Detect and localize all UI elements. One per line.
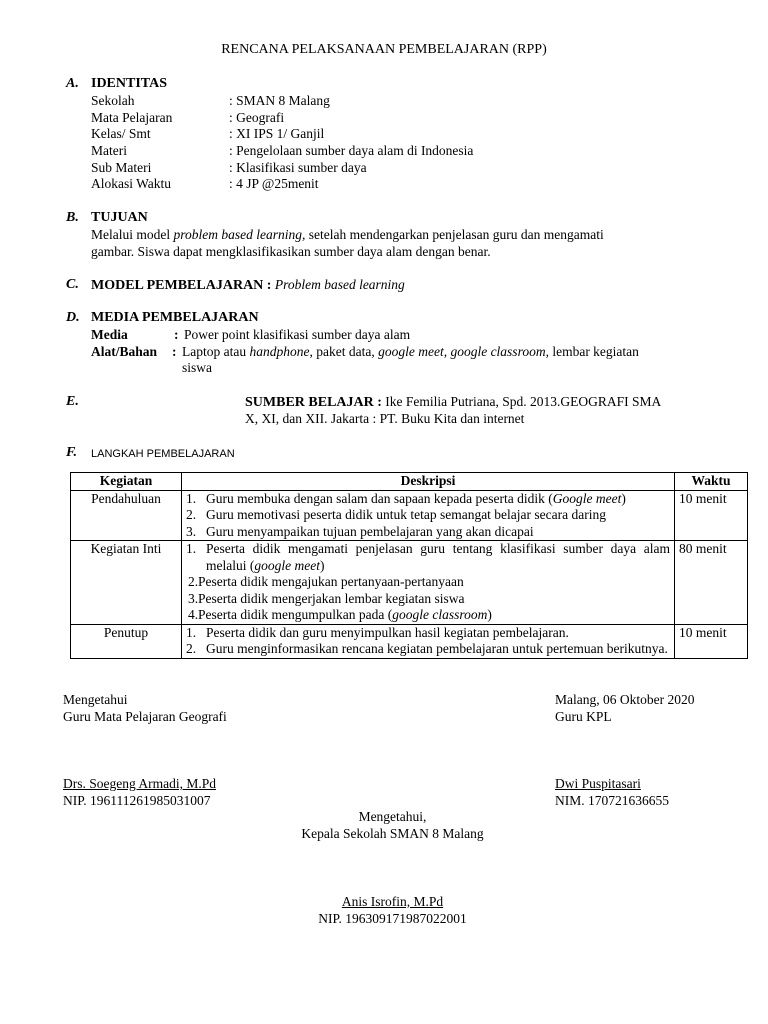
alat-label-text: Alat/Bahan bbox=[91, 344, 158, 359]
alat-text-1: Laptop atau bbox=[182, 344, 250, 359]
identity-label-sekolah: Sekolah bbox=[91, 93, 135, 108]
section-f-heading: LANGKAH PEMBELAJARAN bbox=[91, 448, 235, 460]
deskripsi-cell bbox=[182, 490, 675, 541]
step-text-part: Peserta didik mengamati penjelasan guru tentang klasifikasi sumber daya alam melalui ( bbox=[206, 541, 670, 573]
step-number: 4. bbox=[188, 607, 199, 622]
list-item bbox=[186, 591, 670, 608]
table-header-row bbox=[71, 473, 748, 491]
alat-value-line-2: siswa bbox=[182, 360, 212, 375]
step-text-part: ) bbox=[487, 607, 492, 622]
deskripsi-cell bbox=[182, 624, 675, 658]
identity-value-alokasi: : 4 JP @25menit bbox=[229, 176, 319, 191]
left-sign-id: NIP. 196111261985031007 bbox=[63, 793, 211, 808]
media-label-text: Media bbox=[91, 327, 128, 342]
step-text: Peserta didik mengerjakan lembar kegiatan siswa bbox=[198, 590, 465, 606]
section-c-heading: MODEL PEMBELAJARAN : bbox=[91, 278, 272, 293]
left-sign-title-1: Mengetahui bbox=[63, 692, 128, 707]
alat-text-3: , lembar kegiatan bbox=[545, 344, 639, 359]
header-deskripsi: Deskripsi bbox=[182, 473, 675, 491]
step-number: 1. bbox=[186, 490, 197, 506]
kegiatan-cell: Penutup bbox=[71, 624, 182, 658]
section-a-letter: A. bbox=[66, 76, 79, 91]
waktu-cell: 10 menit bbox=[675, 624, 748, 658]
step-number: 3. bbox=[186, 523, 197, 539]
step-italic: google meet bbox=[254, 557, 320, 573]
step-text-part: ) bbox=[319, 557, 325, 573]
step-text: Peserta didik dan guru menyimpulkan hasil kegiatan pembelajaran. bbox=[206, 624, 569, 640]
section-b-letter: B. bbox=[66, 210, 79, 225]
identity-value-mapel: : Geografi bbox=[229, 110, 285, 125]
right-sign-id: NIM. 170721636655 bbox=[555, 793, 669, 808]
list-item bbox=[186, 507, 670, 524]
list-item bbox=[186, 607, 670, 624]
document-title: RENCANA PELAKSANAAN PEMBELAJARAN (RPP) bbox=[221, 42, 547, 57]
list-item bbox=[186, 491, 670, 508]
section-f-letter: F. bbox=[66, 445, 78, 460]
step-italic: google classroom bbox=[392, 607, 488, 622]
section-a-heading: IDENTITAS bbox=[91, 76, 167, 91]
tujuan-text-2: setelah mendengarkan penjelasan guru dan mengamati bbox=[305, 227, 604, 242]
step-text-part: Guru membuka dengan salam dan sapaan kepada peserta didik ( bbox=[206, 490, 553, 506]
step-number: 2. bbox=[188, 574, 199, 589]
section-d-letter: D. bbox=[66, 310, 80, 325]
center-sign-id: NIP. 196309171987022001 bbox=[318, 911, 467, 926]
list-item bbox=[186, 625, 670, 642]
alat-value-line-1 bbox=[182, 344, 639, 361]
identity-value-sekolah: : SMAN 8 Malang bbox=[229, 93, 330, 108]
sumber-line-1 bbox=[245, 394, 661, 412]
alat-label bbox=[91, 344, 157, 361]
step-text-part: Peserta didik mengumpulkan pada ( bbox=[198, 607, 393, 622]
step-number: 2. bbox=[186, 641, 197, 656]
step-text bbox=[206, 541, 670, 574]
section-e-letter: E. bbox=[66, 394, 79, 409]
step-number: 1. bbox=[186, 541, 197, 556]
media-sep-text: : bbox=[174, 327, 179, 342]
left-sign-name: Drs. Soegeng Armadi, M.Pd bbox=[63, 776, 216, 791]
kegiatan-cell: Pendahuluan bbox=[71, 490, 182, 541]
header-kegiatan: Kegiatan bbox=[71, 473, 182, 491]
center-sign-title-2: Kepala Sekolah SMAN 8 Malang bbox=[301, 826, 484, 841]
tujuan-model-italic: problem based learning, bbox=[173, 227, 306, 242]
sumber-line-2: X, XI, dan XII. Jakarta : PT. Buku Kita dan internet bbox=[245, 411, 525, 426]
table-row bbox=[71, 624, 748, 658]
model-pembelajaran-value: Problem based learning bbox=[274, 277, 405, 292]
identity-label-submateri: Sub Materi bbox=[91, 160, 152, 175]
table-row bbox=[71, 541, 748, 625]
list-item bbox=[186, 524, 670, 541]
identity-label-mapel: Mata Pelajaran bbox=[91, 110, 173, 125]
section-c-line bbox=[91, 277, 405, 295]
alat-italic-2: google meet, google classroom bbox=[378, 344, 546, 359]
list-item bbox=[186, 641, 670, 658]
alat-sep-text: : bbox=[172, 344, 177, 359]
right-sign-date: Malang, 06 Oktober 2020 bbox=[555, 692, 695, 707]
waktu-cell: 80 menit bbox=[675, 541, 748, 625]
section-c-letter: C. bbox=[66, 277, 79, 292]
right-sign-title: Guru KPL bbox=[555, 709, 612, 724]
center-sign-name-wrap bbox=[0, 894, 768, 911]
step-number: 3. bbox=[188, 590, 199, 606]
alat-italic-1: handphone bbox=[249, 344, 310, 359]
langkah-pembelajaran-table bbox=[70, 472, 748, 659]
step-text bbox=[198, 607, 670, 624]
list-item bbox=[186, 541, 670, 574]
step-text: Guru memotivasi peserta didik untuk tetap semangat belajar secara daring bbox=[206, 507, 606, 522]
step-number: 1. bbox=[186, 624, 197, 640]
step-text: Guru menyampaikan tujuan pembelajaran yang akan dicapai bbox=[206, 523, 534, 539]
alat-text-2: , paket data, bbox=[309, 344, 379, 359]
step-text: Guru menginformasikan rencana kegiatan pembelajaran untuk pertemuan berikutnya. bbox=[206, 641, 668, 656]
kegiatan-cell: Kegiatan Inti bbox=[71, 541, 182, 625]
sumber-text-1: Ike Femilia Putriana, Spd. 2013.GEOGRAFI SMA bbox=[381, 394, 662, 409]
tujuan-line-2: gambar. Siswa dapat mengklasifikasikan sumber daya alam dengan benar. bbox=[91, 244, 491, 259]
media-value: Power point klasifikasi sumber daya alam bbox=[184, 327, 411, 342]
right-sign-name: Dwi Puspitasari bbox=[555, 776, 641, 791]
identity-value-submateri: : Klasifikasi sumber daya bbox=[229, 160, 367, 175]
alat-separator bbox=[172, 344, 177, 361]
tujuan-line-1 bbox=[91, 227, 604, 244]
tujuan-text-1: Melalui model bbox=[91, 227, 174, 242]
table-row bbox=[71, 490, 748, 541]
left-sign-title-2: Guru Mata Pelajaran Geografi bbox=[63, 709, 227, 724]
header-waktu: Waktu bbox=[675, 473, 748, 491]
media-separator bbox=[174, 327, 179, 344]
step-number: 2. bbox=[186, 507, 197, 522]
identity-value-kelas: : XI IPS 1/ Ganjil bbox=[229, 126, 325, 141]
identity-label-alokasi: Alokasi Waktu bbox=[91, 176, 172, 191]
step-text-part: ) bbox=[621, 490, 626, 506]
center-sign-name: Anis Isrofin, M.Pd bbox=[341, 894, 444, 909]
list-item bbox=[186, 574, 670, 591]
identity-label-materi: Materi bbox=[91, 143, 127, 158]
identity-label-kelas: Kelas/ Smt bbox=[91, 126, 151, 141]
deskripsi-cell bbox=[182, 541, 675, 625]
step-text: Peserta didik mengajukan pertanyaan-pertanyaan bbox=[198, 574, 464, 589]
section-b-heading: TUJUAN bbox=[91, 210, 148, 225]
identity-value-materi: : Pengelolaan sumber daya alam di Indonesia bbox=[229, 143, 474, 158]
media-label bbox=[91, 327, 128, 344]
waktu-cell: 10 menit bbox=[675, 490, 748, 541]
step-italic: Google meet bbox=[552, 490, 622, 506]
section-e-heading: SUMBER BELAJAR : bbox=[245, 395, 382, 410]
center-sign-title-1: Mengetahui, bbox=[358, 809, 427, 824]
section-d-heading: MEDIA PEMBELAJARAN bbox=[91, 310, 259, 325]
step-text bbox=[206, 491, 670, 508]
